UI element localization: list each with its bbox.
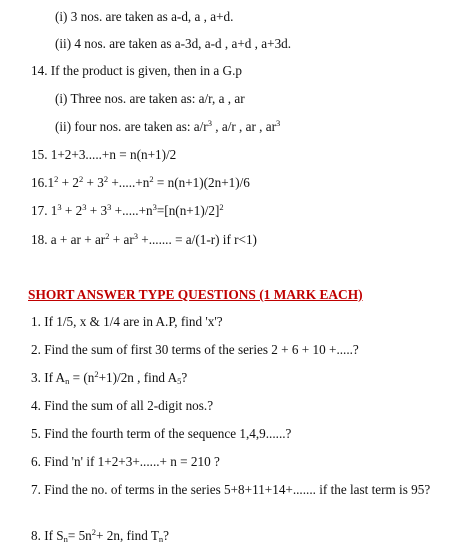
question-8: 8. If $S_n= 5n^2+ 2n$, find $T_n$?	[31, 527, 170, 544]
ap-three-numbers-line: (i) 3 nos. are taken as a-d, a , a+d.	[55, 9, 234, 24]
formula-15: 15. 1+2+3.....+n = n(n+1)/2	[31, 147, 177, 162]
question-5: 5. Find the fourth term of the sequence 1,4,9......?	[31, 426, 292, 441]
short-answer-heading: SHORT ANSWER TYPE QUESTIONS (1 MARK EACH)	[28, 287, 363, 302]
question-1: 1. If 1/5, x & 1/4 are in A.P, find 'x'?	[31, 314, 223, 329]
formula-17: 17. $1^3 + 2^3 + 3^3 +.....+n^3=[n(n+1)/2]^2$	[31, 202, 224, 218]
gp-three-numbers-line: (i) Three nos. are taken as: a/r, a , ar	[55, 91, 245, 106]
gp-four-numbers-line: (ii) four nos. are taken as: $a/r^3$ , a/r , ar , $ar^3$	[55, 118, 281, 134]
item-14-title: 14. If the product is given, then in a G.p	[31, 63, 242, 78]
question-6: 6. Find 'n' if 1+2+3+......+ n = 210 ?	[31, 454, 220, 469]
question-4: 4. Find the sum of all 2-digit nos.?	[31, 398, 214, 413]
formula-18: 18. a + ar + $ar^2 + ar^3$ +....... = a/(1-r) if r<1)	[31, 231, 257, 247]
ap-four-numbers-line: (ii) 4 nos. are taken as a-3d, a-d , a+d , a+3d.	[55, 36, 292, 51]
question-2: 2. Find the sum of first 30 terms of the series 2 + 6 + 10 +.....?	[31, 342, 359, 357]
question-7: 7. Find the no. of terms in the series 5+8+11+14+....... if the last term is 95?	[31, 482, 431, 497]
formula-16: $16.1^2 + 2^2 + 3^2 +.....+n^2 = n(n+1)(2n+1)/6$	[31, 174, 250, 190]
question-3: 3. If $A_n = (n^2+1)/2n$ , find $A_5$?	[31, 369, 188, 386]
